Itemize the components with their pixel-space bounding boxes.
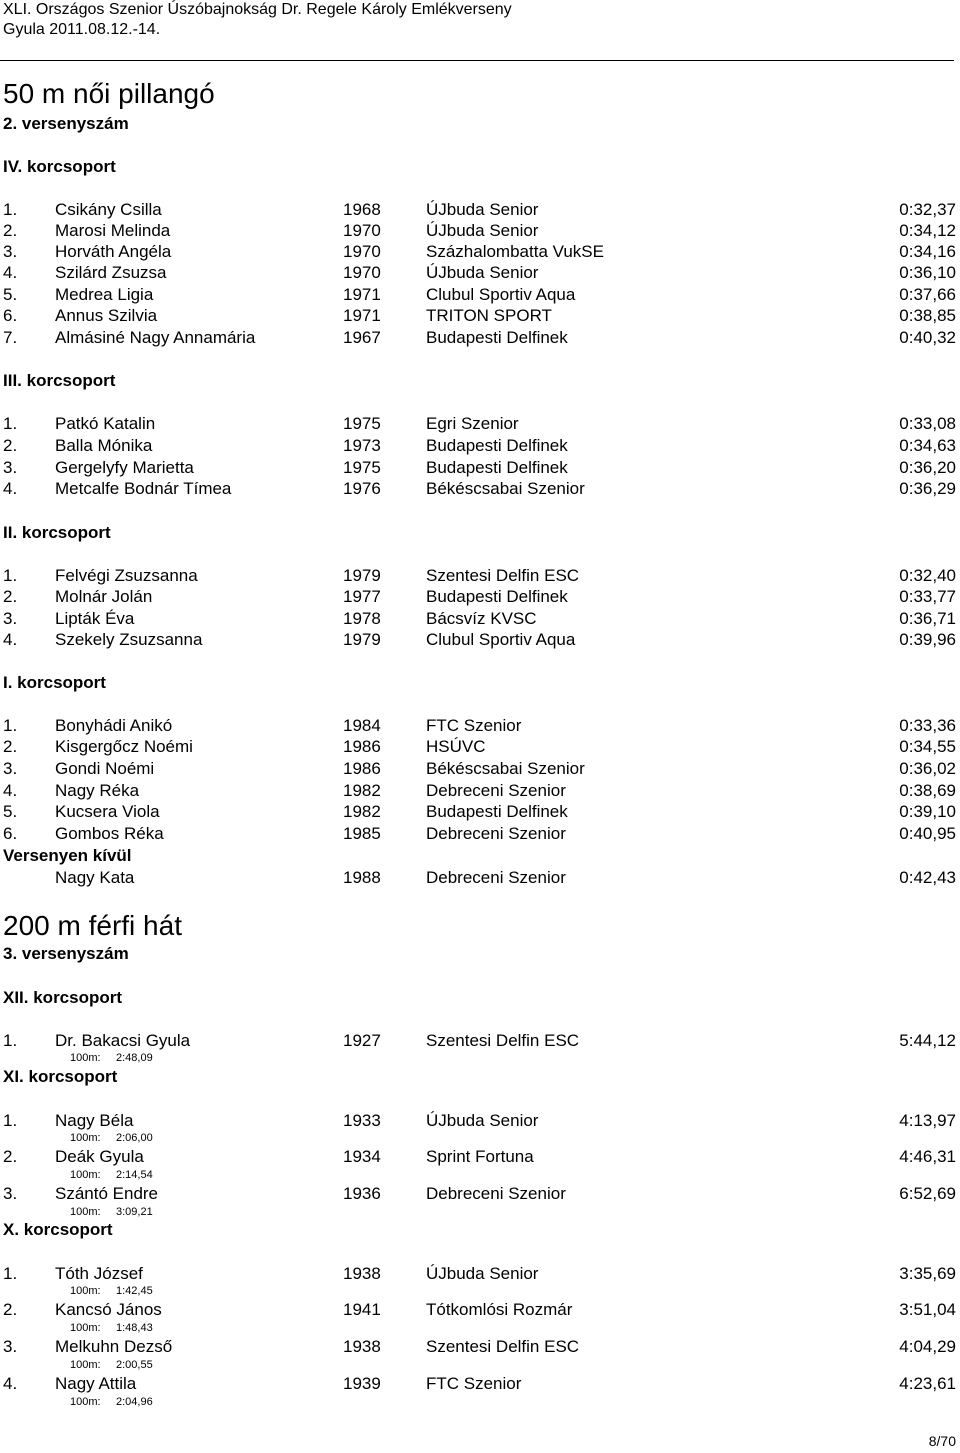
rank: 4. [3, 1374, 18, 1393]
birth-year: 1970 [343, 221, 381, 240]
swimmer-name: Bonyhádi Anikó [55, 716, 173, 735]
swimmer-name: Annus Szilvia [55, 306, 158, 325]
rank: 6. [3, 306, 18, 325]
result-row [0, 565, 960, 587]
result-row [0, 457, 960, 479]
swimmer-name: Almásiné Nagy Annamária [55, 328, 256, 347]
birth-year: 1941 [343, 1300, 381, 1319]
rank: 2. [3, 737, 18, 756]
result-row [0, 1336, 960, 1358]
rank: 4. [3, 781, 18, 800]
club-name: Debreceni Szenior [426, 1184, 566, 1203]
age-group-heading: Versenyen kívül [3, 846, 132, 865]
split-label: 100m: [70, 1285, 101, 1297]
result-row [0, 823, 960, 845]
result-row [0, 1299, 960, 1321]
birth-year: 1986 [343, 737, 381, 756]
result-time: 0:40,32 [899, 328, 956, 347]
result-time: 0:33,36 [899, 716, 956, 735]
result-row [0, 1373, 960, 1395]
split-label: 100m: [70, 1396, 101, 1408]
result-time: 4:23,61 [899, 1374, 956, 1393]
birth-year: 1938 [343, 1337, 381, 1356]
swimmer-name: Dr. Bakacsi Gyula [55, 1031, 191, 1050]
result-time: 0:38,69 [899, 781, 956, 800]
birth-year: 1985 [343, 824, 381, 843]
split-value: 2:48,09 [116, 1052, 153, 1064]
result-row [0, 199, 960, 221]
club-name: Debreceni Szenior [426, 824, 566, 843]
club-name: ÚJbuda Senior [426, 221, 539, 240]
age-group-heading: IV. korcsoport [3, 157, 116, 176]
result-time: 4:04,29 [899, 1337, 956, 1356]
swimmer-name: Gondi Noémi [55, 759, 155, 778]
swimmer-name: Deák Gyula [55, 1147, 144, 1166]
result-time: 5:44,12 [899, 1031, 956, 1050]
rank: 3. [3, 609, 18, 628]
page-header [3, 0, 512, 40]
event-title: 200 m férfi hát [3, 910, 182, 941]
result-row [0, 435, 960, 457]
rank: 4. [3, 630, 18, 649]
club-name: HSÚVC [426, 737, 486, 756]
result-row [0, 867, 960, 889]
swimmer-name: Szilárd Zsuzsa [55, 263, 167, 282]
rank: 6. [3, 824, 18, 843]
rank: 1. [3, 716, 18, 735]
age-group-heading: X. korcsoport [3, 1220, 113, 1239]
result-time: 0:36,29 [899, 479, 956, 498]
club-name: Szentesi Delfin ESC [426, 1031, 580, 1050]
split-time [70, 1131, 153, 1145]
split-value: 2:06,00 [116, 1132, 153, 1144]
birth-year: 1936 [343, 1184, 381, 1203]
result-row [0, 736, 960, 758]
result-row [0, 1146, 960, 1168]
swimmer-name: Balla Mónika [55, 436, 153, 455]
result-row [0, 327, 960, 349]
club-name: Szentesi Delfin ESC [426, 566, 580, 585]
swimmer-name: Gergelyfy Marietta [55, 458, 194, 477]
club-name: Clubul Sportiv Aqua [426, 285, 576, 304]
result-time: 4:13,97 [899, 1111, 956, 1130]
birth-year: 1982 [343, 781, 381, 800]
birth-year: 1975 [343, 458, 381, 477]
club-name: FTC Szenior [426, 716, 522, 735]
split-time [70, 1051, 153, 1065]
swimmer-name: Horváth Angéla [55, 242, 172, 261]
result-time: 0:32,40 [899, 566, 956, 585]
rank: 1. [3, 1111, 18, 1130]
swimmer-name: Nagy Attila [55, 1374, 137, 1393]
venue-date: Gyula 2011.08.12.-14. [3, 21, 161, 38]
rank: 1. [3, 1264, 18, 1283]
result-row [0, 1183, 960, 1205]
rank: 2. [3, 221, 18, 240]
split-value: 3:09,21 [116, 1206, 153, 1218]
rank: 3. [3, 759, 18, 778]
result-row [0, 758, 960, 780]
result-row [0, 478, 960, 500]
club-name: Egri Szenior [426, 414, 519, 433]
swimmer-name: Kucsera Viola [55, 802, 160, 821]
split-label: 100m: [70, 1359, 101, 1371]
result-row [0, 241, 960, 263]
result-time: 3:51,04 [899, 1300, 956, 1319]
split-label: 100m: [70, 1206, 101, 1218]
split-time [70, 1205, 153, 1219]
club-name: Százhalombatta VukSE [426, 242, 604, 261]
result-row [0, 780, 960, 802]
age-group-heading: I. korcsoport [3, 673, 106, 692]
result-time: 0:39,96 [899, 630, 956, 649]
club-name: Budapesti Delfinek [426, 328, 568, 347]
birth-year: 1979 [343, 566, 381, 585]
club-name: TRITON SPORT [426, 306, 552, 325]
swimmer-name: Metcalfe Bodnár Tímea [55, 479, 232, 498]
result-time: 0:34,16 [899, 242, 956, 261]
result-time: 0:34,63 [899, 436, 956, 455]
event-number: 3. versenyszám [3, 944, 129, 963]
club-name: Debreceni Szenior [426, 868, 566, 887]
birth-year: 1979 [343, 630, 381, 649]
result-time: 0:33,08 [899, 414, 956, 433]
result-time: 0:36,10 [899, 263, 956, 282]
birth-year: 1982 [343, 802, 381, 821]
result-row [0, 801, 960, 823]
birth-year: 1976 [343, 479, 381, 498]
rank: 2. [3, 587, 18, 606]
rank: 2. [3, 1300, 18, 1319]
result-time: 0:39,10 [899, 802, 956, 821]
age-group-heading: XI. korcsoport [3, 1067, 118, 1086]
rank: 1. [3, 414, 18, 433]
birth-year: 1973 [343, 436, 381, 455]
birth-year: 1988 [343, 868, 381, 887]
rank: 3. [3, 1337, 18, 1356]
birth-year: 1978 [343, 609, 381, 628]
result-row [0, 1263, 960, 1285]
result-time: 0:36,02 [899, 759, 956, 778]
split-time [70, 1321, 153, 1335]
birth-year: 1934 [343, 1147, 381, 1166]
result-row [0, 220, 960, 242]
swimmer-name: Gombos Réka [55, 824, 164, 843]
split-label: 100m: [70, 1132, 101, 1144]
birth-year: 1977 [343, 587, 381, 606]
event-number: 2. versenyszám [3, 114, 129, 133]
birth-year: 1970 [343, 242, 381, 261]
split-time [70, 1358, 153, 1372]
result-row [0, 715, 960, 737]
result-time: 0:33,77 [899, 587, 956, 606]
club-name: Budapesti Delfinek [426, 458, 568, 477]
result-row [0, 629, 960, 651]
swimmer-name: Felvégi Zsuzsanna [55, 566, 198, 585]
age-group-heading: II. korcsoport [3, 523, 111, 542]
result-time: 0:38,85 [899, 306, 956, 325]
club-name: ÚJbuda Senior [426, 263, 539, 282]
rank: 2. [3, 1147, 18, 1166]
swimmer-name: Patkó Katalin [55, 414, 156, 433]
rank: 4. [3, 263, 18, 282]
split-value: 1:42,45 [116, 1285, 153, 1297]
club-name: Clubul Sportiv Aqua [426, 630, 576, 649]
rank: 3. [3, 242, 18, 261]
club-name: Sprint Fortuna [426, 1147, 534, 1166]
club-name: ÚJbuda Senior [426, 1111, 539, 1130]
birth-year: 1970 [343, 263, 381, 282]
championship-title: XLI. Országos Szenior Úszóbajnokság Dr. Regele Károly Emlékverseny [3, 1, 512, 18]
split-label: 100m: [70, 1052, 101, 1064]
club-name: Budapesti Delfinek [426, 436, 568, 455]
result-time: 0:34,55 [899, 737, 956, 756]
swimmer-name: Kancsó János [55, 1300, 162, 1319]
birth-year: 1933 [343, 1111, 381, 1130]
result-time: 0:37,66 [899, 285, 956, 304]
club-name: Szentesi Delfin ESC [426, 1337, 580, 1356]
result-time: 3:35,69 [899, 1264, 956, 1283]
result-row [0, 262, 960, 284]
result-time: 6:52,69 [899, 1184, 956, 1203]
birth-year: 1984 [343, 716, 381, 735]
rank: 1. [3, 200, 18, 219]
birth-year: 1939 [343, 1374, 381, 1393]
split-time [70, 1284, 153, 1298]
birth-year: 1971 [343, 306, 381, 325]
split-label: 100m: [70, 1169, 101, 1181]
result-time: 0:36,20 [899, 458, 956, 477]
rank: 5. [3, 285, 18, 304]
swimmer-name: Kisgergőcz Noémi [55, 737, 193, 756]
club-name: Debreceni Szenior [426, 781, 566, 800]
rank: 4. [3, 479, 18, 498]
birth-year: 1927 [343, 1031, 381, 1050]
swimmer-name: Marosi Melinda [55, 221, 171, 240]
club-name: Békéscsabai Szenior [426, 479, 585, 498]
rank: 7. [3, 328, 18, 347]
club-name: FTC Szenior [426, 1374, 522, 1393]
split-value: 1:48,43 [116, 1322, 153, 1334]
result-time: 0:34,12 [899, 221, 956, 240]
swimmer-name: Medrea Ligia [55, 285, 154, 304]
result-row [0, 1030, 960, 1052]
result-time: 0:36,71 [899, 609, 956, 628]
header-divider [0, 60, 954, 61]
split-value: 2:04,96 [116, 1396, 153, 1408]
club-name: Békéscsabai Szenior [426, 759, 585, 778]
birth-year: 1975 [343, 414, 381, 433]
swimmer-name: Nagy Béla [55, 1111, 134, 1130]
swimmer-name: Melkuhn Dezső [55, 1337, 173, 1356]
split-value: 2:14,54 [116, 1169, 153, 1181]
rank: 2. [3, 436, 18, 455]
club-name: Bácsvíz KVSC [426, 609, 537, 628]
birth-year: 1967 [343, 328, 381, 347]
age-group-heading: III. korcsoport [3, 371, 116, 390]
result-row [0, 586, 960, 608]
rank: 1. [3, 566, 18, 585]
result-row [0, 1110, 960, 1132]
result-time: 4:46,31 [899, 1147, 956, 1166]
age-group-heading: XII. korcsoport [3, 988, 123, 1007]
result-time: 0:32,37 [899, 200, 956, 219]
swimmer-name: Szekely Zsuzsanna [55, 630, 203, 649]
split-time [70, 1168, 153, 1182]
swimmer-name: Szántó Endre [55, 1184, 159, 1203]
birth-year: 1971 [343, 285, 381, 304]
rank: 1. [3, 1031, 18, 1050]
page-number: 8/70 [928, 1433, 956, 1449]
club-name: Budapesti Delfinek [426, 587, 568, 606]
club-name: Budapesti Delfinek [426, 802, 568, 821]
club-name: ÚJbuda Senior [426, 1264, 539, 1283]
rank: 5. [3, 802, 18, 821]
birth-year: 1938 [343, 1264, 381, 1283]
swimmer-name: Csikány Csilla [55, 200, 162, 219]
swimmer-name: Lipták Éva [55, 609, 135, 628]
result-time: 0:42,43 [899, 868, 956, 887]
result-row [0, 305, 960, 327]
swimmer-name: Molnár Jolán [55, 587, 153, 606]
result-row [0, 413, 960, 435]
rank: 3. [3, 458, 18, 477]
result-time: 0:40,95 [899, 824, 956, 843]
split-label: 100m: [70, 1322, 101, 1334]
birth-year: 1986 [343, 759, 381, 778]
swimmer-name: Nagy Réka [55, 781, 140, 800]
rank: 3. [3, 1184, 18, 1203]
swimmer-name: Nagy Kata [55, 868, 135, 887]
swimmer-name: Tóth József [55, 1264, 143, 1283]
birth-year: 1968 [343, 200, 381, 219]
split-time [70, 1395, 153, 1409]
event-title: 50 m női pillangó [3, 78, 215, 109]
result-row [0, 608, 960, 630]
split-value: 2:00,55 [116, 1359, 153, 1371]
result-row [0, 284, 960, 306]
club-name: ÚJbuda Senior [426, 200, 539, 219]
club-name: Tótkomlósi Rozmár [426, 1300, 573, 1319]
